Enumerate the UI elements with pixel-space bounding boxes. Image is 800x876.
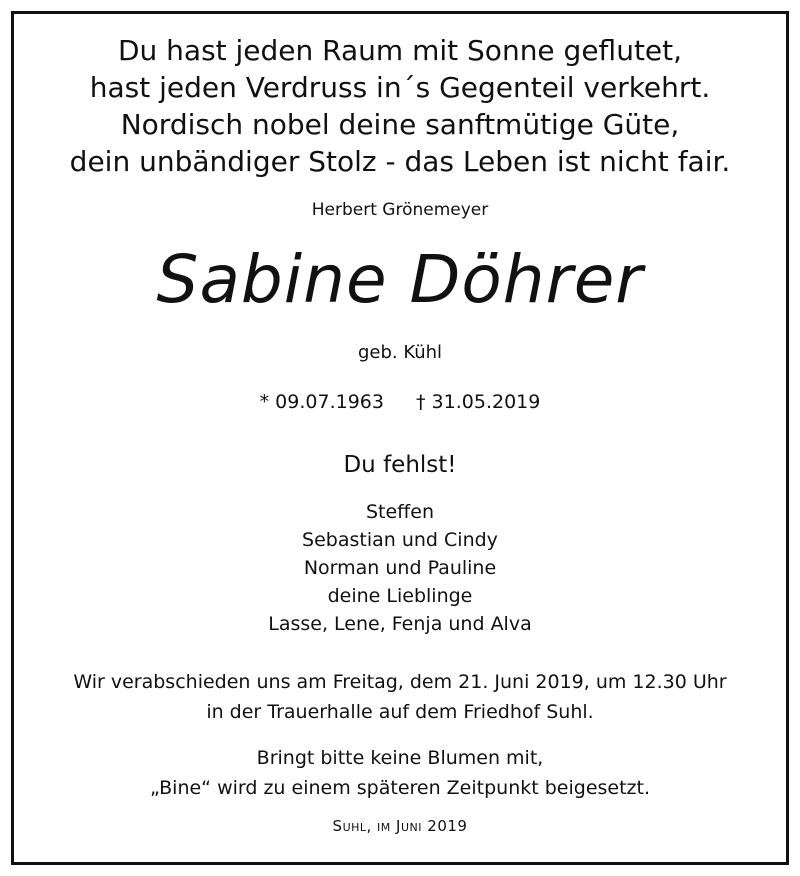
flowers-note [0, 743, 800, 803]
poem [0, 32, 800, 180]
mourner-entry: Lasse, Lene, Fenja und Alva [268, 613, 532, 635]
mourner-entry: Sebastian und Cindy [302, 529, 498, 551]
flowers-line: „Bine“ wird zu einem späteren Zeitpunkt beigesetzt. [149, 777, 651, 799]
mourners-list [0, 498, 800, 638]
service-line: in der Trauerhalle auf dem Friedhof Suhl. [206, 701, 594, 723]
poem-author: Herbert Grönemeyer [311, 200, 489, 220]
service-info [0, 667, 800, 727]
service-line: Wir verabschieden uns am Freitag, dem 21. Juni 2019, um 12.30 Uhr [73, 671, 727, 693]
maiden-name: geb. Kühl [357, 342, 443, 363]
death-date: † 31.05.2019 [416, 391, 541, 413]
birth-date: * 09.07.1963 [259, 391, 384, 413]
farewell-message: Du fehlst! [343, 452, 457, 478]
poem-line: Du hast jeden Raum mit Sonne geflutet, [117, 34, 683, 67]
poem-line: Nordisch nobel deine sanftmütige Güte, [120, 108, 680, 141]
poem-line: hast jeden Verdruss in´s Gegenteil verkehrt. [89, 71, 711, 104]
mourner-entry: Norman und Pauline [303, 557, 497, 579]
deceased-name: Sabine Döhrer [156, 241, 644, 318]
place-and-date: Suhl, im Juni 2019 [332, 817, 468, 835]
mourner-entry: Steffen [365, 501, 435, 523]
poem-line: dein unbändiger Stolz - das Leben ist nicht fair. [69, 145, 731, 178]
life-dates [0, 388, 800, 416]
flowers-line: Bringt bitte keine Blumen mit, [256, 747, 544, 769]
mourner-entry: deine Lieblinge [327, 585, 473, 607]
